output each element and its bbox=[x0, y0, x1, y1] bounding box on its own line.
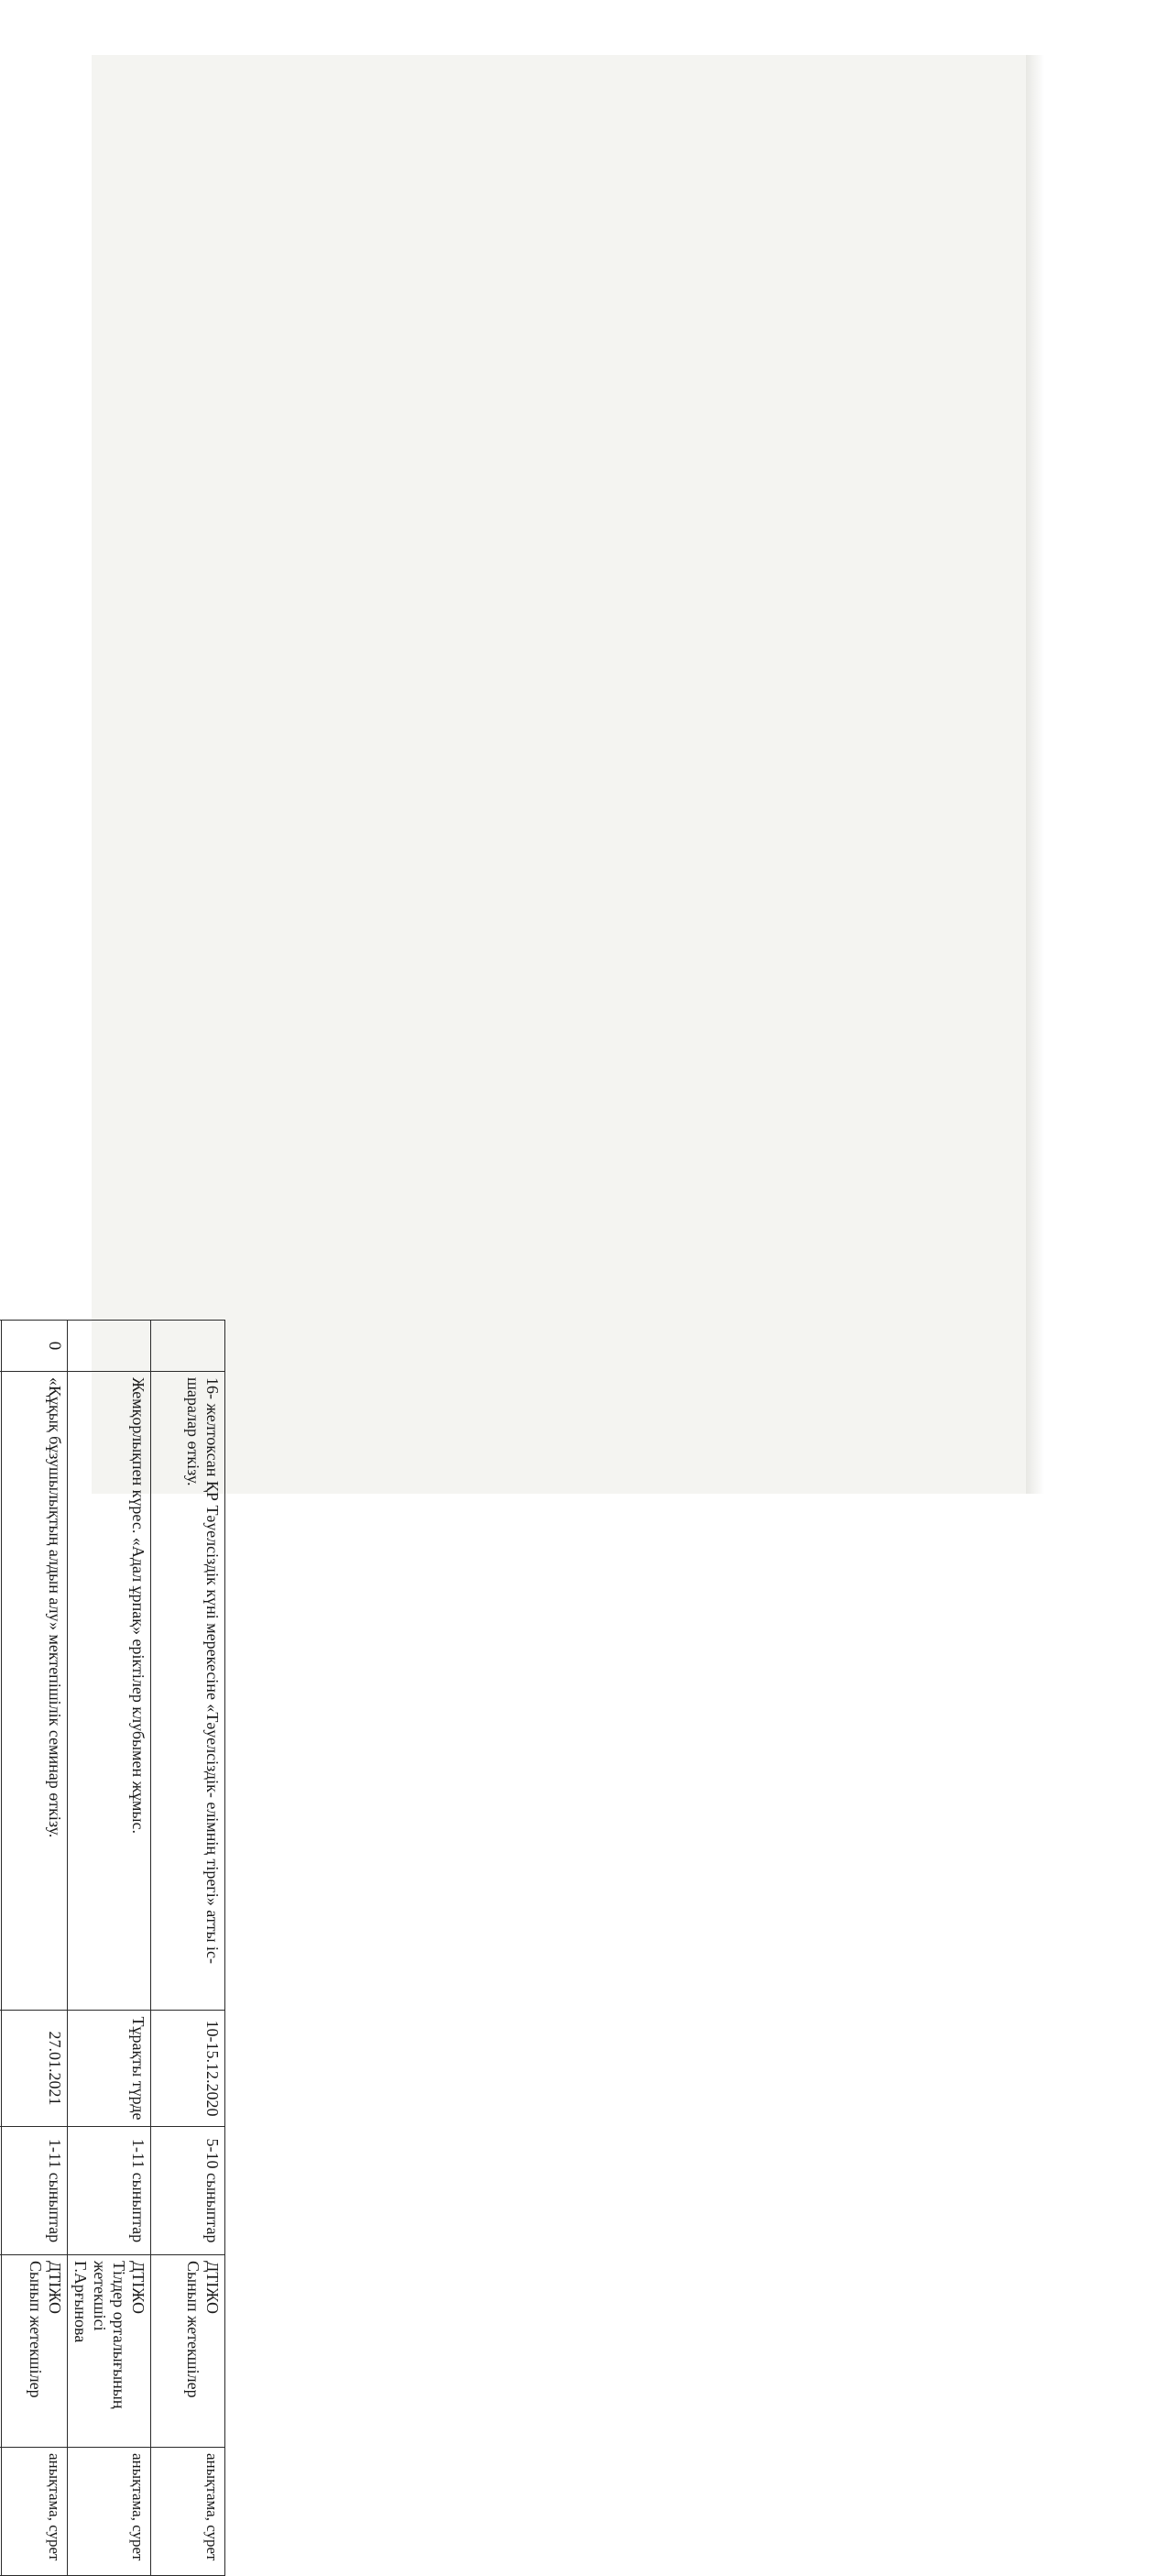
rotated-table-container bbox=[0, 1320, 225, 2575]
event-date: 27.01.2021 bbox=[2, 2011, 68, 2127]
events-plan-table bbox=[0, 1320, 225, 2576]
event-description: 16- желтоксан ҚР Тәуелсіздік күні мерекесіне «Тәуелсіздік- елімнің тірегі» атты іс-шаралар өткізу. bbox=[151, 1372, 225, 2011]
event-responsible bbox=[2, 2255, 68, 2448]
event-date bbox=[0, 2011, 2, 2127]
paper-sheet bbox=[92, 55, 1044, 1494]
row-number bbox=[151, 1321, 225, 1372]
event-audience: 5-10 сыныптар bbox=[151, 2127, 225, 2255]
paper-edge-shadow bbox=[1026, 55, 1044, 1494]
event-date: 10-15.12.2020 bbox=[151, 2011, 225, 2127]
table-row bbox=[151, 1321, 225, 2576]
responsible-line: ДТІЖО bbox=[46, 2261, 64, 2314]
table-row bbox=[2, 1321, 68, 2576]
event-audience: 1-11 сыныптар bbox=[2, 2127, 68, 2255]
table-row bbox=[68, 1321, 151, 2576]
event-description bbox=[0, 1372, 2, 2011]
event-description: «Құқық бұзушылықтың алдын алу» мектепішілік семинар өткізу. bbox=[2, 1372, 68, 2011]
event-audience: 1-11 сыныптар bbox=[68, 2127, 151, 2255]
responsible-line: Тілдер орталығының bbox=[110, 2261, 128, 2409]
event-result bbox=[0, 2448, 2, 2576]
responsible-line: Г.Арғынова bbox=[71, 2261, 90, 2343]
event-responsible bbox=[0, 2255, 2, 2448]
table-row bbox=[0, 1321, 2, 2576]
event-result: анықтама, сурет bbox=[68, 2448, 151, 2576]
row-number bbox=[0, 1321, 2, 1372]
responsible-line: Сынып жетекшілер bbox=[27, 2261, 45, 2398]
row-number bbox=[68, 1321, 151, 1372]
event-audience bbox=[0, 2127, 2, 2255]
event-description: Жемқорлықпен күрес. «Адал ұрпақ» еріктілер клубымен жұмыс. bbox=[68, 1372, 151, 2011]
row-number: 0 bbox=[2, 1321, 68, 1372]
event-result: анықтама, сурет bbox=[2, 2448, 68, 2576]
responsible-line: Сынып жетекшілер bbox=[184, 2261, 202, 2398]
responsible-line: ДТІЖО bbox=[129, 2261, 147, 2314]
responsible-line: ДТІЖО bbox=[203, 2261, 222, 2314]
event-date: Тұрақты түрде bbox=[68, 2011, 151, 2127]
event-responsible bbox=[151, 2255, 225, 2448]
responsible-line: жетекшісі bbox=[91, 2261, 109, 2331]
event-responsible bbox=[68, 2255, 151, 2448]
event-result: анықтама, сурет bbox=[151, 2448, 225, 2576]
